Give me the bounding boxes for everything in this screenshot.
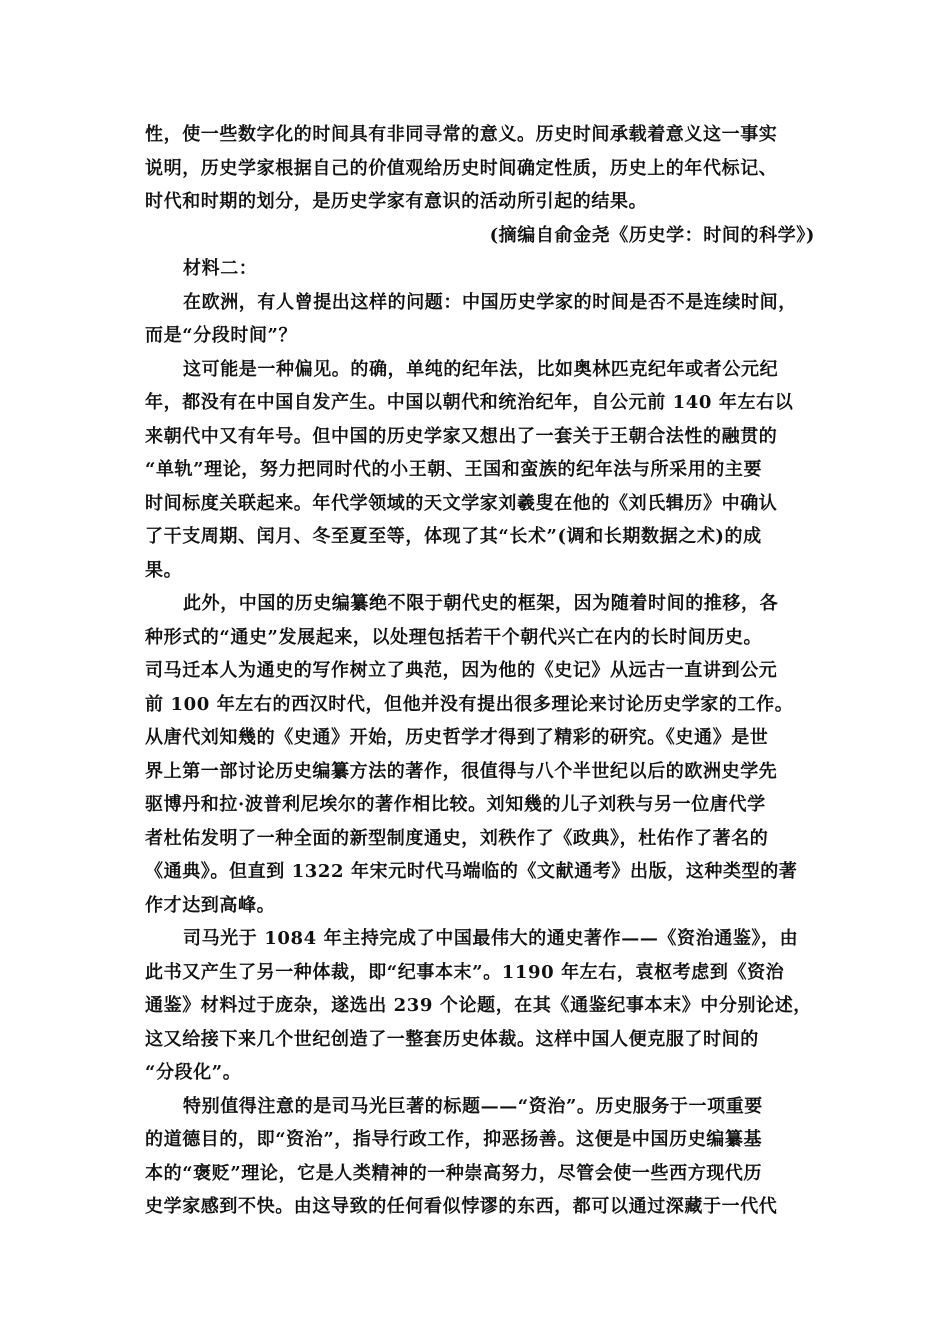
text-line: “分段化”。 xyxy=(145,1062,242,1083)
text-line: 者杜佑发明了一种全面的新型制度通史，刘秩作了《政典》，杜佑作了著名的 xyxy=(145,827,769,849)
text-line: 这可能是一种偏见。的确，单纯的纪年法，比如奥林匹克纪年或者公元纪 xyxy=(183,358,779,380)
text-line: 的道德目的，即“资治”，指导行政工作，抑恶扬善。这便是中国历史编纂基 xyxy=(145,1129,763,1150)
text-line: 本的“褒贬”理论，它是人类精神的一种崇高努力，尽管会使一些西方现代历 xyxy=(145,1162,763,1184)
text-line: 时间标度关联起来。年代学领域的天文学家刘羲叟在他的《刘氏辑历》中确认 xyxy=(145,492,778,514)
text-line: 通鉴》材料过于庞杂，遂选出 239 个论题，在其《通鉴纪事本末》中分别论述， xyxy=(145,995,812,1016)
intro-paragraph xyxy=(145,118,815,219)
text-line: 特别值得注意的是司马光巨著的标题——“资治”。历史服务于一项重要 xyxy=(183,1095,763,1117)
text-line: 这又给接下来几个世纪创造了一整套历史体裁。这样中国人便克服了时间的 xyxy=(145,1028,759,1050)
text-line: 果。 xyxy=(145,559,183,581)
text-line: 作才达到高峰。 xyxy=(145,894,276,916)
text-line: 而是“分段时间”？ xyxy=(145,325,298,346)
text-line: 在欧洲，有人曾提出这样的问题：中国历史学家的时间是否不是连续时间， xyxy=(183,291,797,313)
text-line: 界上第一部讨论历史编纂方法的著作，很值得与八个半世纪以后的欧洲史学先 xyxy=(145,760,778,782)
text-line: 说明，历史学家根据自己的价值观给历史时间确定性质，历史上的年代标记、 xyxy=(145,157,778,179)
text-line: 此书又产生了另一种体裁，即“纪事本末”。1190 年左右，袁枢考虑到《资治 xyxy=(145,961,785,983)
text-line: 性，使一些数字化的时间具有非同寻常的意义。历史时间承载着意义这一事实 xyxy=(145,124,778,145)
paragraph-2 xyxy=(145,353,815,588)
text-line: 从唐代刘知幾的《史通》开始，历史哲学才得到了精彩的研究。《史通》是世 xyxy=(145,727,769,748)
text-line: 了干支周期、闰月、冬至夏至等，体现了其“长术”(调和长期数据之术)的成 xyxy=(145,526,762,547)
text-line: 司马光于 1084 年主持完成了中国最伟大的通史著作——《资治通鉴》，由 xyxy=(183,928,799,949)
text-line: 来朝代中又有年号。但中国的历史学家又想出了一套关于王朝合法性的融贯的 xyxy=(145,425,778,447)
document-page xyxy=(145,118,815,1224)
paragraph-3 xyxy=(145,587,815,922)
paragraph-4 xyxy=(145,922,815,1090)
text-line: 时代和时期的划分，是历史学家有意识的活动所引起的结果。 xyxy=(145,191,648,212)
text-line: 司马迁本人为通史的写作树立了典范，因为他的《史记》从远古一直讲到公元 xyxy=(145,660,778,681)
text-line: 前 100 年左右的西汉时代，但他并没有提出很多理论来讨论历史学家的工作。 xyxy=(145,693,794,715)
paragraph-5 xyxy=(145,1090,815,1224)
text-line: 年，都没有在中国自发产生。中国以朝代和统治纪年，自公元前 140 年左右以 xyxy=(145,392,794,413)
text-line: 史学家感到不快。由这导致的任何看似悖谬的东西，都可以通过深藏于一代代 xyxy=(145,1196,778,1217)
text-line: 《通典》。但直到 1322 年宋元时代马端临的《文献通考》出版，这种类型的著 xyxy=(145,861,798,882)
text-line: 此外，中国的历史编纂绝不限于朝代史的框架，因为随着时间的推移，各 xyxy=(183,593,779,614)
text-line: “单轨”理论，努力把同时代的小王朝、王国和蛮族的纪年法与所采用的主要 xyxy=(145,459,763,480)
citation: (摘编自俞金尧《历史学：时间的科学》) xyxy=(489,224,815,246)
paragraph-1 xyxy=(145,286,815,353)
section-heading: 材料二： xyxy=(183,258,258,279)
text-line: 驱博丹和拉·波普利尼埃尔的著作相比较。刘知幾的儿子刘秩与另一位唐代学 xyxy=(145,794,766,815)
text-line: 种形式的“通史”发展起来，以处理包括若干个朝代兴亡在内的长时间历史。 xyxy=(145,626,763,648)
